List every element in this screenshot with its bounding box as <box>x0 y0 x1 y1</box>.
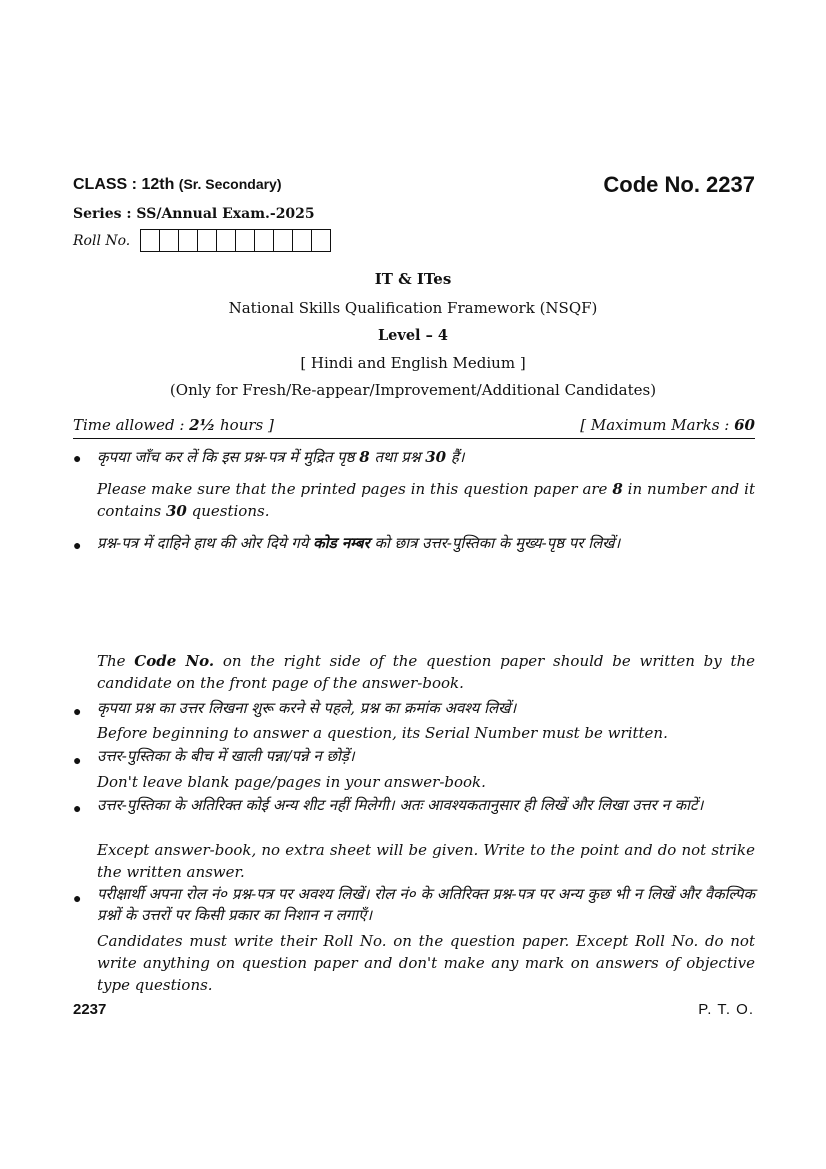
text: को छात्र उत्तर-पुस्तिका के मुख्य-पृष्ठ पर लिखें। <box>369 534 621 552</box>
instruction-2-english <box>97 650 755 694</box>
instruction-3-english: Before beginning to answer a question, its Serial Number must be written. <box>97 724 668 742</box>
candidates-note: (Only for Fresh/Re-appear/Improvement/Additional Candidates) <box>169 381 657 399</box>
code-number-text: कोड नम्बर <box>313 534 370 552</box>
time-allowed <box>73 416 274 434</box>
marks-label: [ Maximum Marks : <box>580 416 735 434</box>
roll-number-field <box>73 229 331 252</box>
time-value: 2½ <box>189 416 216 434</box>
instruction-2-hindi <box>97 533 755 554</box>
divider <box>73 438 755 439</box>
roll-box <box>236 230 255 251</box>
instruction-1-english <box>97 478 755 522</box>
roll-number-boxes <box>140 229 331 252</box>
class-suffix: (Sr. Secondary) <box>178 176 282 192</box>
bullet-icon: ● <box>73 537 82 553</box>
roll-box <box>255 230 274 251</box>
code-number-text: Code No. <box>134 652 215 670</box>
bullet-icon: ● <box>73 890 82 906</box>
questions-count: 30 <box>166 502 187 520</box>
roll-box <box>217 230 236 251</box>
bullet-icon: ● <box>73 800 82 816</box>
roll-label: Roll No. <box>73 232 131 249</box>
roll-box <box>293 230 312 251</box>
roll-box <box>312 230 330 251</box>
page-turn-note: P. T. O. <box>698 1001 754 1018</box>
text: तथा प्रश्न <box>369 448 426 466</box>
class-line <box>73 176 282 194</box>
text: questions. <box>186 502 270 520</box>
text: in number and it contains <box>97 480 755 520</box>
time-label: Time allowed : <box>73 416 190 434</box>
instruction-3-hindi: कृपया प्रश्न का उत्तर लिखना शुरू करने से पहले, प्रश्न का क्रमांक अवश्य लिखें। <box>97 699 517 717</box>
medium-note: [ Hindi and English Medium ] <box>300 354 526 372</box>
instruction-1-hindi <box>97 447 755 468</box>
roll-box <box>160 230 179 251</box>
instruction-6-english: Candidates must write their Roll No. on the question paper. Except Roll No. do not write anything on question paper and don't make any mark on answers of objective type questions. <box>97 932 755 994</box>
pages-count: 8 <box>359 448 370 466</box>
framework-title: National Skills Qualification Framework (NSQF) <box>228 299 598 317</box>
questions-count: 30 <box>425 448 447 466</box>
series-line: Series : SS/Annual Exam.-2025 <box>73 206 315 222</box>
maximum-marks <box>580 416 755 434</box>
pages-count: 8 <box>612 480 623 498</box>
roll-box <box>274 230 293 251</box>
class-label: CLASS : 12th <box>73 176 175 193</box>
roll-box <box>198 230 217 251</box>
text: The <box>97 652 135 670</box>
instruction-4-hindi: उत्तर-पुस्तिका के बीच में खाली पन्ना/पन्ने न छोड़ें। <box>97 747 355 765</box>
code-number: Code No. 2237 <box>603 172 755 197</box>
text: प्रश्न-पत्र में दाहिने हाथ की ओर दिये गये <box>97 534 314 552</box>
footer-code: 2237 <box>73 1001 107 1018</box>
level-title: Level – 4 <box>377 327 448 344</box>
text: हैं। <box>446 448 465 466</box>
bullet-icon: ● <box>73 752 82 768</box>
instruction-5-hindi: उत्तर-पुस्तिका के अतिरिक्त कोई अन्य शीट नहीं मिलेगी। अतः आवश्यकतानुसार ही लिखें और लिखा उत्तर न काटें। <box>97 796 704 814</box>
bullet-icon: ● <box>73 703 82 719</box>
instruction-4-english: Don't leave blank page/pages in your answer-book. <box>97 773 486 791</box>
time-unit: hours ] <box>215 416 274 434</box>
text: on the right side of the question paper should be written by the candidate on the front page of the answer-book. <box>97 652 756 692</box>
roll-box <box>141 230 160 251</box>
instruction-6-hindi: परीक्षार्थी अपना रोल नं० प्रश्न-पत्र पर अवश्य लिखें। रोल नं० के अतिरिक्त प्रश्न-पत्र पर अन्य कुछ भी न लिखें और वैकल्पिक प्रश्नों के उत्तरों पर किसी प्रकार का निशान न लगाएँ। <box>97 885 755 924</box>
bullet-icon: ● <box>73 450 82 466</box>
text: Please make sure that the printed pages in this question paper are <box>97 480 613 498</box>
instruction-5-english: Except answer-book, no extra sheet will be given. Write to the point and do not strike the written answer. <box>97 841 755 881</box>
roll-box <box>179 230 198 251</box>
marks-value: 60 <box>734 416 755 434</box>
subject-title: IT & ITes <box>374 270 452 288</box>
text: कृपया जाँच कर लें कि इस प्रश्न-पत्र में मुद्रित पृष्ठ <box>97 448 360 466</box>
